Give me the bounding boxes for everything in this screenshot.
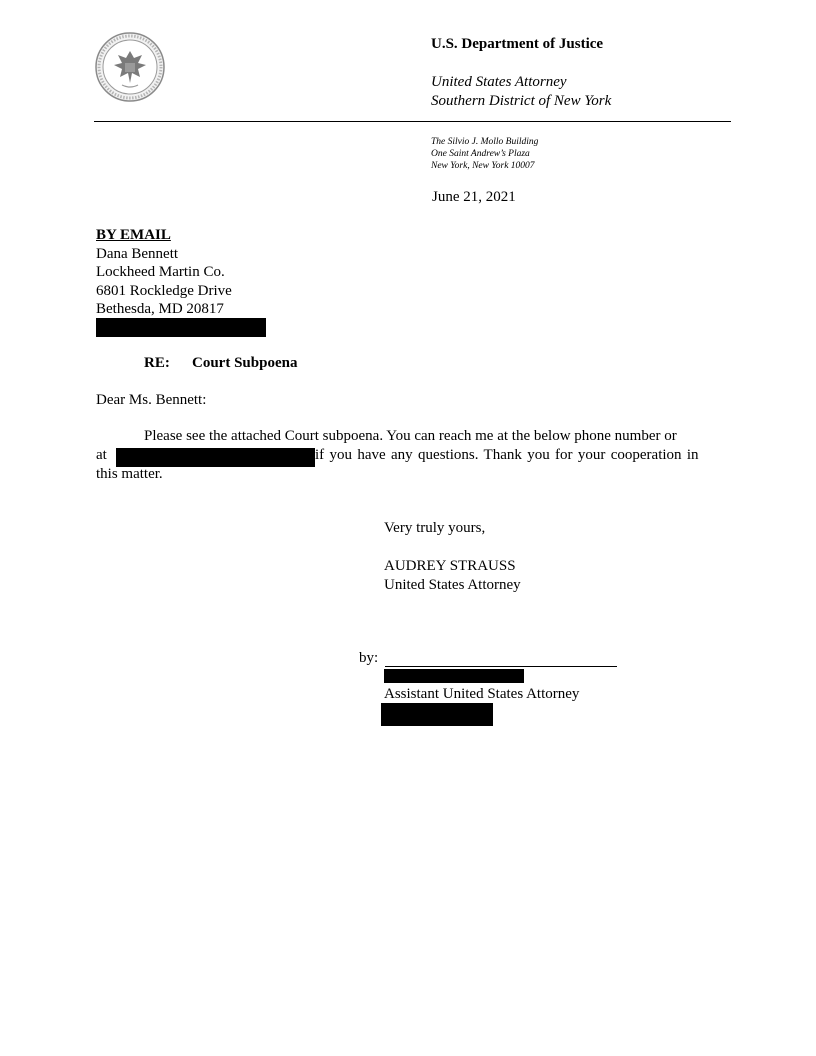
recipient-city: Bethesda, MD 20817 <box>96 301 224 317</box>
address-line-3: New York, New York 10007 <box>431 161 535 171</box>
signer-title: United States Attorney <box>384 577 521 593</box>
office-line-2: Southern District of New York <box>431 93 612 109</box>
re-label: RE: <box>144 355 170 371</box>
redaction-assistant-name <box>384 669 524 683</box>
office-block <box>431 73 611 111</box>
doj-seal-icon <box>94 31 166 103</box>
address-line-2: One Saint Andrew’s Plaza <box>431 149 530 159</box>
office-address <box>431 136 538 172</box>
recipient-block <box>96 226 232 319</box>
body-line-3: this matter. <box>96 466 163 482</box>
re-line <box>144 355 297 372</box>
signature-block <box>384 557 521 595</box>
redaction-email-address <box>116 448 315 467</box>
delivery-method: BY EMAIL <box>96 227 171 243</box>
assistant-title: Assistant United States Attorney <box>384 686 580 702</box>
re-subject: Court Subpoena <box>192 355 298 371</box>
body-line-2-end: if you have any questions. Thank you for your cooperation in <box>315 447 699 463</box>
office-line-1: United States Attorney <box>431 74 567 90</box>
recipient-name: Dana Bennett <box>96 245 179 262</box>
redaction-assistant-contact <box>381 703 493 726</box>
department-name: U.S. Department of Justice <box>431 36 604 52</box>
salutation: Dear Ms. Bennett: <box>96 392 207 408</box>
redaction-recipient-email <box>96 318 266 337</box>
letter-date: June 21, 2021 <box>432 189 516 205</box>
address-line-1: The Silvio J. Mollo Building <box>431 137 539 147</box>
signer-name: AUDREY STRAUSS <box>384 558 516 574</box>
letterhead-divider <box>94 121 731 122</box>
body-line-2-start: at <box>96 447 107 463</box>
body-line-1: Please see the attached Court subpoena. You can reach me at the below phone number or <box>144 428 677 444</box>
recipient-company: Lockheed Martin Co. <box>96 264 225 280</box>
by-label: by: <box>359 650 379 666</box>
closing: Very truly yours, <box>384 520 486 536</box>
signature-line <box>385 666 617 667</box>
recipient-street: 6801 Rockledge Drive <box>96 282 232 299</box>
